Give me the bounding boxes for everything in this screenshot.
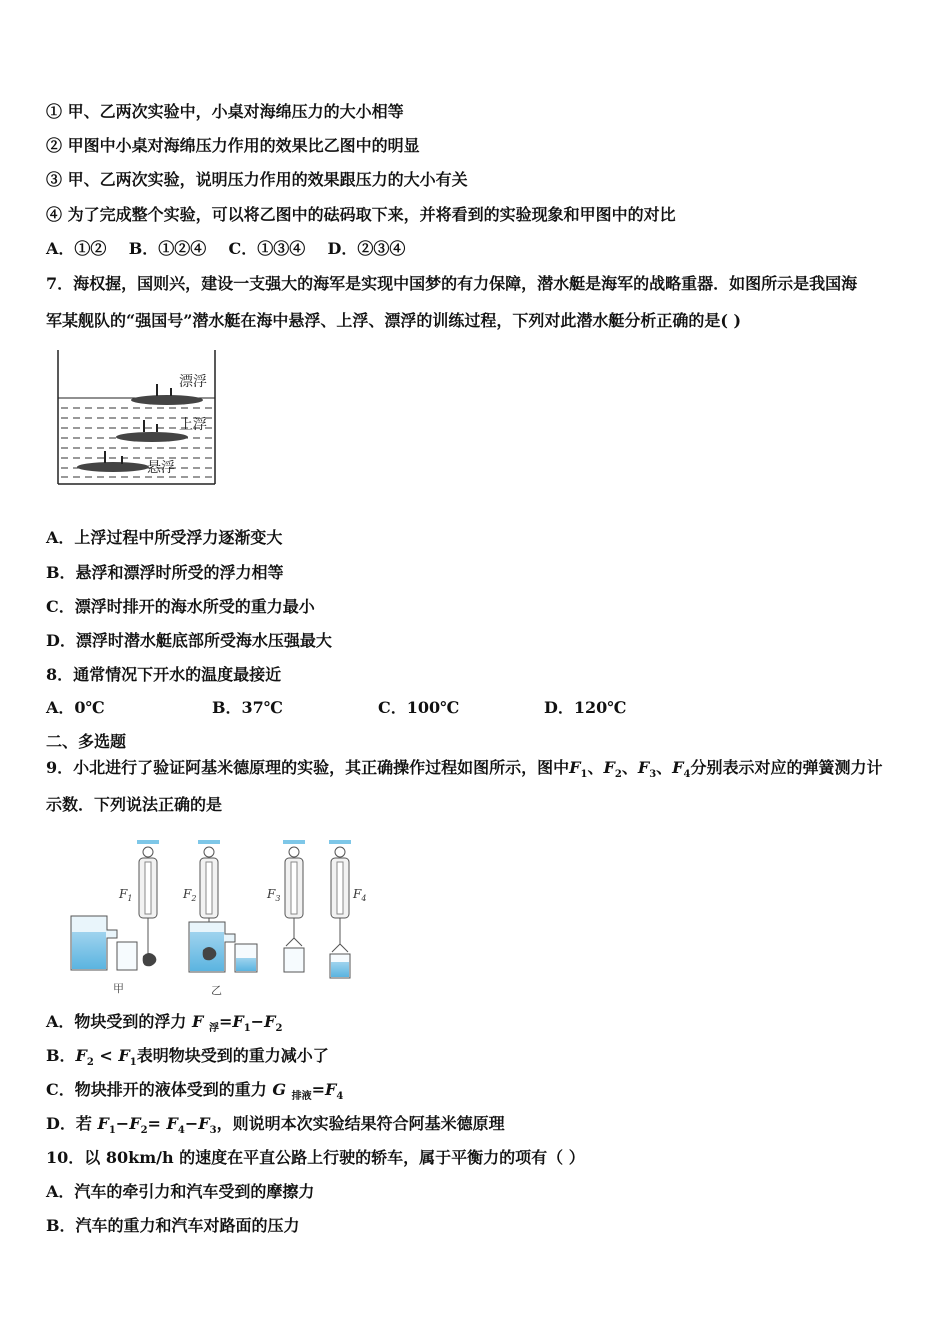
- q9-option-b: B．$F_2 < F_1$表明物块受到的重力减小了: [46, 1046, 329, 1069]
- q10-stem: 10．以 80km/h 的速度在平直公路上行驶的轿车，属于平衡力的项有（ ）: [46, 1148, 585, 1167]
- q9-option-d: D．若 $F_1-F_2= F_4-F_3$，则说明本次实验结果符合阿基米德原理: [46, 1114, 505, 1137]
- empty-bucket: [284, 948, 304, 972]
- svg-text:F2: $F_2$: [183, 887, 197, 903]
- q6-item-4: ④ 为了完成整个实验，可以将乙图中的砝码取下来，并将看到的实验现象和甲图中的对比: [46, 205, 676, 224]
- q7-option-a: A．上浮过程中所受浮力逐渐变大: [46, 528, 283, 547]
- label-jia: 甲: [113, 982, 124, 995]
- q10-option-a: A．汽车的牵引力和汽车受到的摩擦力: [46, 1182, 315, 1201]
- svg-text:F4: $F_4$: [353, 887, 367, 903]
- submarine-figure: [55, 350, 220, 488]
- q6-item-1: ① 甲、乙两次实验中，小桌对海绵压力的大小相等: [46, 102, 404, 121]
- q9-stem-line1: 9．小北进行了验证阿基米德原理的实验，其正确操作过程如图所示，图中$F_1$、$F_2$、$F_3$、$F_4$分别表示对应的弹簧测力计: [46, 758, 883, 781]
- label-rise: 上浮: [179, 417, 207, 433]
- spring-scale-f3: [283, 840, 305, 946]
- sub-floating: [131, 395, 203, 405]
- archimedes-diagram: [65, 838, 375, 998]
- q8-option-b: B．37℃: [212, 698, 283, 717]
- svg-text:F1: $F_1$: [119, 887, 133, 903]
- sub-suspended: [77, 462, 149, 472]
- q8-stem: 8．通常情况下开水的温度最接近: [46, 665, 282, 684]
- q7-option-b: B．悬浮和漂浮时所受的浮力相等: [46, 563, 284, 582]
- q8-options: [46, 698, 626, 718]
- q7-stem-line2: 军某舰队的“强国号”潜水艇在海中悬浮、上浮、漂浮的训练过程，下列对此潜水艇分析正确的是( ): [46, 311, 742, 330]
- spring-scale-f1: [137, 840, 159, 956]
- label-suspend: 悬浮: [147, 460, 175, 476]
- q9-option-c: C．物块排开的液体受到的重力 G $_{排液}=F_4$: [46, 1080, 344, 1103]
- q8-option-c: C．100℃: [378, 698, 460, 717]
- q6-options: A．①② B．①②④ C．①③④ D．②③④: [46, 239, 406, 258]
- label-float: 漂浮: [179, 374, 207, 390]
- q9-stem-line2: 示数．下列说法正确的是: [46, 795, 223, 814]
- overflow-beaker-yi: [189, 922, 257, 972]
- q9-option-a: A．物块受到的浮力 F $_浮=F_1-F_2$: [46, 1012, 283, 1035]
- sub-rising: [116, 432, 188, 442]
- q8-option-a: A．0℃: [46, 698, 105, 717]
- q7-option-d: D．漂浮时潜水艇底部所受海水压强最大: [46, 631, 332, 650]
- archimedes-figure: [65, 838, 375, 998]
- q7-stem-line1: 7．海权握，国则兴，建设一支强大的海军是实现中国梦的有力保障，潜水艇是海军的战略重器．如图所示是我国海: [46, 274, 858, 293]
- q10-option-b: B．汽车的重力和汽车对路面的压力: [46, 1216, 300, 1235]
- svg-text:F3: $F_3$: [267, 887, 281, 903]
- q6-item-2: ② 甲图中小桌对海绵压力作用的效果比乙图中的明显: [46, 136, 420, 155]
- q8-option-d: D．120℃: [544, 698, 627, 717]
- section-heading-multi-choice: 二、多选题: [46, 732, 127, 751]
- q7-option-c: C．漂浮时排开的海水所受的重力最小: [46, 597, 315, 616]
- q6-item-3: ③ 甲、乙两次实验，说明压力作用的效果跟压力的大小有关: [46, 170, 468, 189]
- spring-scale-f4: [329, 840, 351, 952]
- overflow-beaker-jia: [71, 916, 156, 970]
- submarine-diagram: [55, 350, 220, 488]
- label-yi: 乙: [211, 984, 222, 997]
